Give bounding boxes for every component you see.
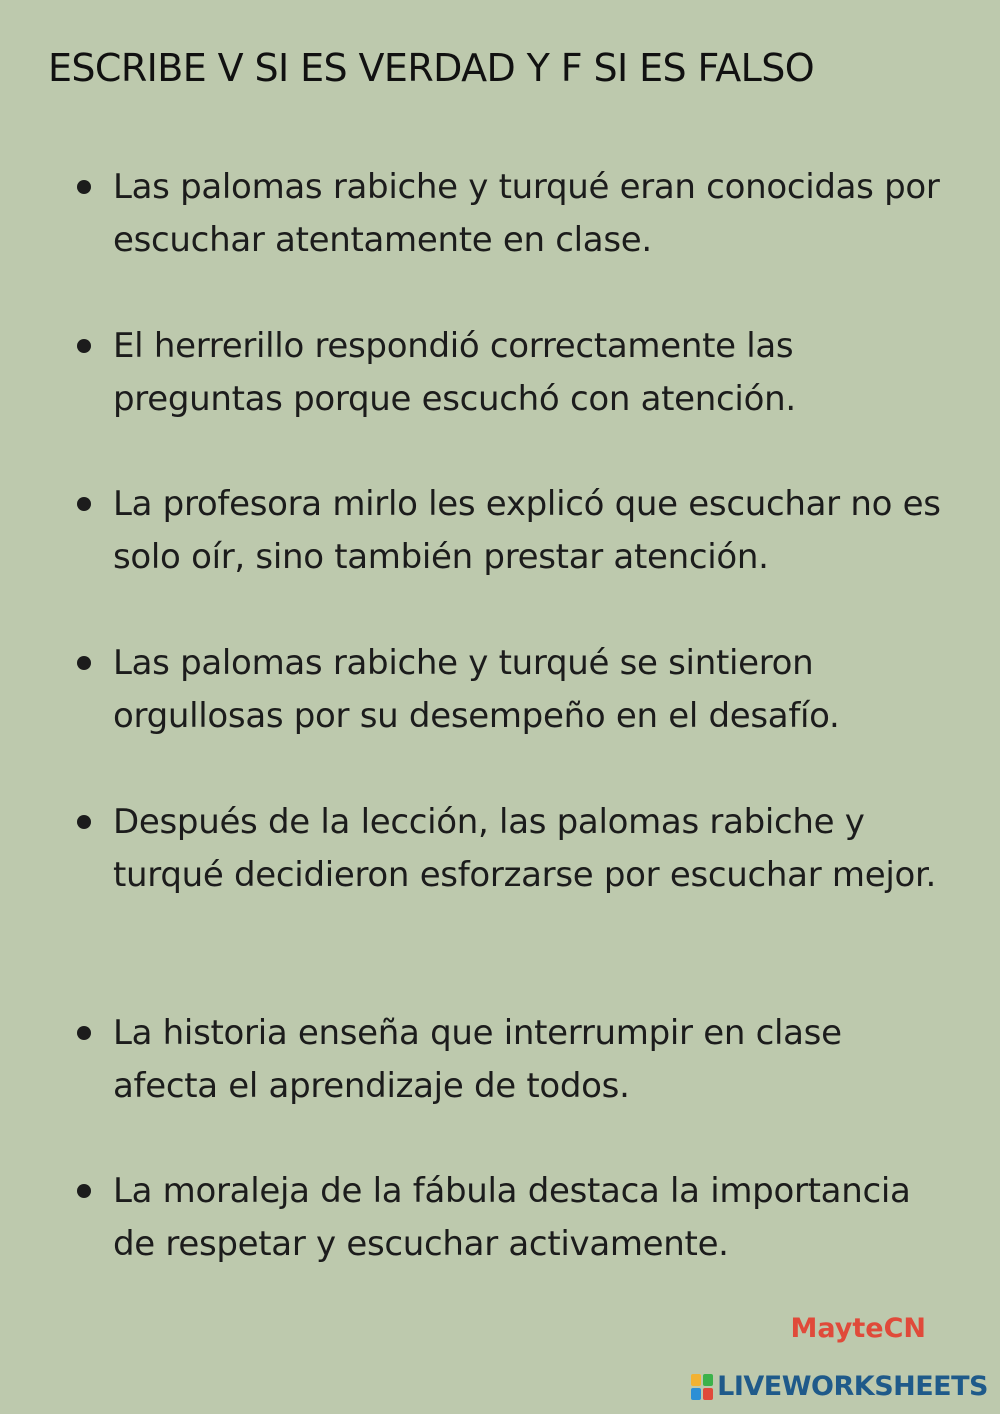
statement-text: Después de la lección, las palomas rabiche y turqué decidieron esforzarse por escuchar mejor. (113, 802, 937, 895)
logo-square (691, 1374, 701, 1386)
bullet-icon (77, 497, 91, 511)
statement-text: Las palomas rabiche y turqué se sintieron orgullosas por su desempeño en el desafío. (113, 643, 840, 736)
logo-square (703, 1388, 713, 1400)
logo-square (691, 1388, 701, 1400)
bullet-icon (77, 656, 91, 670)
statement-6 (113, 1007, 943, 1113)
statement-text: La historia enseña que interrumpir en clase afecta el aprendizaje de todos. (113, 1013, 842, 1106)
statement-text: Las palomas rabiche y turqué eran conocidas por escuchar atentamente en clase. (113, 167, 940, 260)
bullet-icon (77, 815, 91, 829)
statement-text: El herrerillo respondió correctamente las preguntas porque escuchó con atención. (113, 326, 796, 419)
statement-text: La profesora mirlo les explicó que escuchar no es solo oír, sino también prestar atención. (113, 484, 941, 577)
bullet-icon (77, 180, 91, 194)
statement-5 (113, 796, 943, 902)
worksheet-title: ESCRIBE V SI ES VERDAD Y F SI ES FALSO (48, 46, 815, 90)
liveworksheets-logo-icon (691, 1374, 713, 1400)
statement-7 (113, 1165, 943, 1271)
bullet-icon (77, 339, 91, 353)
statement-3 (113, 478, 943, 584)
statement-1 (113, 161, 943, 267)
statement-4 (113, 637, 943, 743)
logo-square (703, 1374, 713, 1386)
statement-2 (113, 320, 943, 426)
bullet-icon (77, 1026, 91, 1040)
liveworksheets-brand-text: LIVEWORKSHEETS (717, 1371, 988, 1402)
statement-text: La moraleja de la fábula destaca la importancia de respetar y escuchar activamente. (113, 1171, 911, 1264)
author-signature: MayteCN (790, 1313, 926, 1344)
liveworksheets-brand[interactable] (691, 1371, 988, 1402)
bullet-icon (77, 1184, 91, 1198)
